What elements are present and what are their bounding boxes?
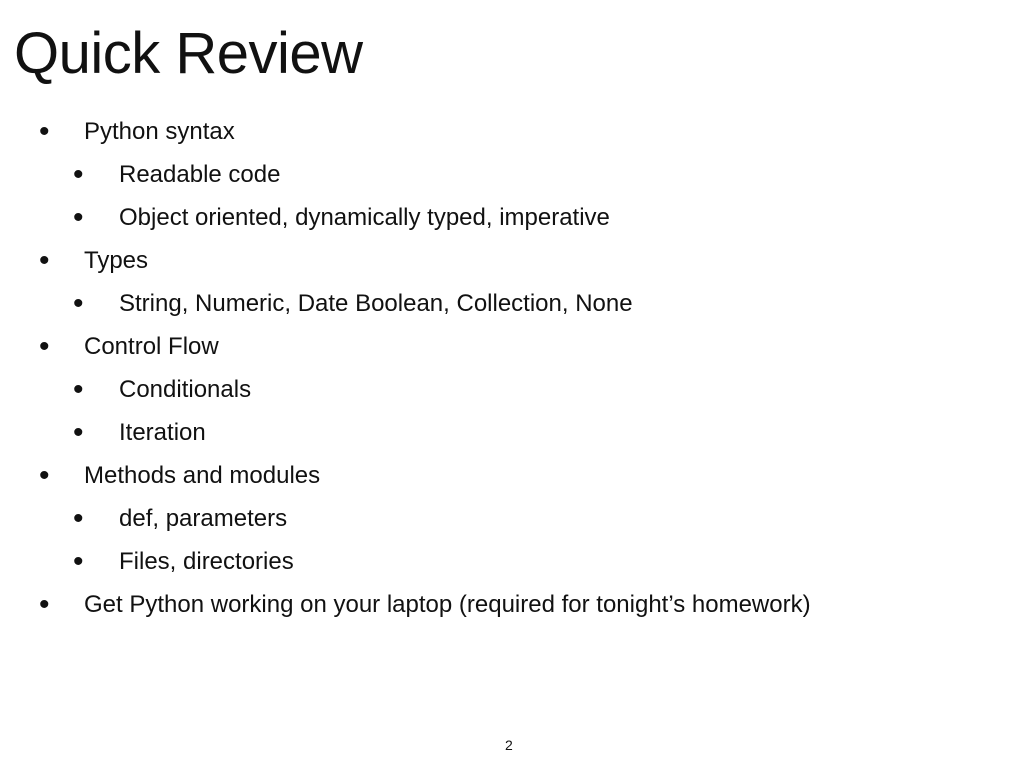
bullet-text: def, parameters	[119, 505, 288, 532]
bullet-item	[0, 325, 1024, 368]
sub-bullet-item	[0, 540, 1024, 583]
sub-bullet-item	[0, 196, 1024, 239]
bullet-dot-icon: •	[73, 287, 84, 320]
bullet-dot-icon: •	[39, 330, 50, 363]
sub-bullet-item	[0, 153, 1024, 196]
bullet-dot-icon: •	[73, 201, 84, 234]
bullet-text: Methods and modules	[84, 462, 321, 489]
sub-bullet-item	[0, 411, 1024, 454]
bullet-dot-icon: •	[39, 115, 50, 148]
bullet-item	[0, 239, 1024, 282]
sub-bullet-item	[0, 497, 1024, 540]
bullet-text: Python syntax	[84, 118, 235, 145]
bullet-text: Object oriented, dynamically typed, imperative	[119, 204, 610, 231]
slide-title: Quick Review	[14, 21, 363, 86]
bullet-dot-icon: •	[73, 416, 84, 449]
sub-bullet-item	[0, 368, 1024, 411]
bullet-dot-icon: •	[73, 158, 84, 191]
bullet-dot-icon: •	[39, 244, 50, 277]
bullet-dot-icon: •	[73, 502, 84, 535]
sub-bullet-item	[0, 282, 1024, 325]
bullet-list	[0, 110, 1024, 626]
bullet-dot-icon: •	[73, 373, 84, 406]
bullet-text: Readable code	[119, 161, 281, 188]
bullet-text: Types	[84, 247, 149, 274]
bullet-text: Get Python working on your laptop (required for tonight’s homework)	[84, 591, 811, 618]
bullet-text: String, Numeric, Date Boolean, Collection, None	[119, 290, 633, 317]
page-number: 2	[505, 737, 513, 753]
bullet-text: Control Flow	[84, 333, 219, 360]
bullet-dot-icon: •	[39, 459, 50, 492]
bullet-text: Iteration	[119, 419, 206, 446]
bullet-dot-icon: •	[73, 545, 84, 578]
bullet-item	[0, 583, 1024, 626]
bullet-text: Conditionals	[119, 376, 252, 403]
bullet-item	[0, 454, 1024, 497]
bullet-item	[0, 110, 1024, 153]
bullet-dot-icon: •	[39, 588, 50, 621]
bullet-text: Files, directories	[119, 548, 294, 575]
